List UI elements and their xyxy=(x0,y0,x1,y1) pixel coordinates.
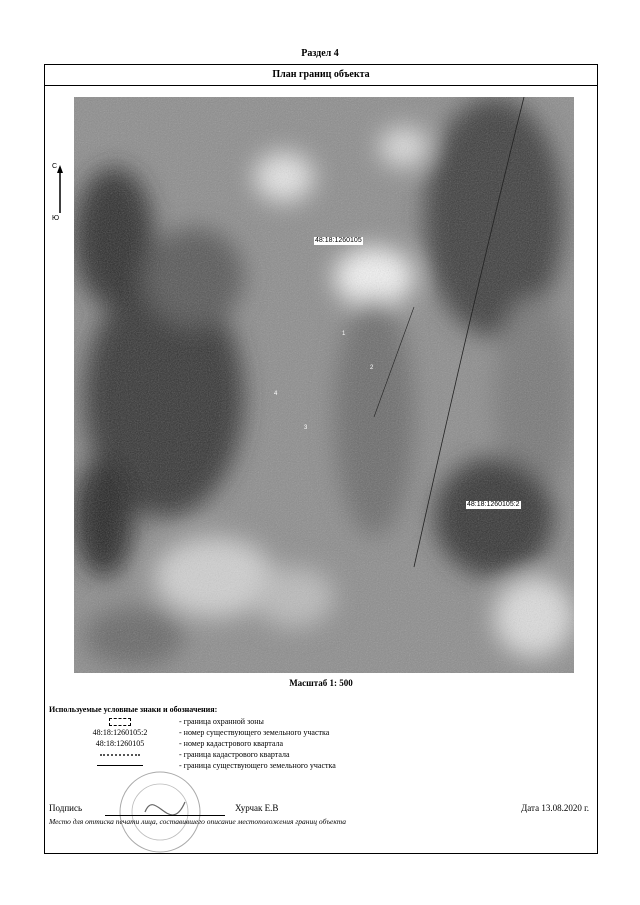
solid-line-icon xyxy=(97,765,143,766)
point-label: 1 xyxy=(342,331,346,337)
legend-item: - граница охранной зоны xyxy=(65,717,264,726)
point-label: 3 xyxy=(304,425,308,431)
north-label: С xyxy=(52,163,58,170)
legend-item: 48:18:1260105 - номер кадастрового квартала xyxy=(95,739,284,748)
signer-name: Хурчак Е.В xyxy=(235,803,279,813)
document-frame xyxy=(44,64,598,854)
page-title: План границ объекта xyxy=(45,65,597,86)
dotted-line-icon xyxy=(100,754,140,756)
point-label: 4 xyxy=(274,391,278,397)
map-scale: Масштаб 1: 500 xyxy=(289,678,353,688)
legend-title: Используемые условные знаки и обозначения: xyxy=(49,705,218,714)
stamp-note: Место для оттиска печати лица, составившего описание местоположения границ объекта xyxy=(49,817,347,826)
arrow-icon xyxy=(52,163,66,233)
legend-item: 48:18:1260105:2 - номер существующего земельного участка xyxy=(92,728,330,737)
map-image xyxy=(74,97,574,673)
south-label: Ю xyxy=(52,215,60,222)
legend-item: - граница кадастрового квартала xyxy=(65,750,290,759)
point-label: 2 xyxy=(370,365,374,371)
parcel-label: 48:18:1260105:2 xyxy=(467,501,520,508)
legend-item: - граница существующего земельного участка xyxy=(65,761,336,770)
section-title: Раздел 4 xyxy=(301,48,339,59)
quarter-label: 48:18:1260105 xyxy=(315,237,362,244)
signature-date: Дата 13.08.2020 г. xyxy=(521,803,589,813)
dashed-box-icon xyxy=(109,718,131,726)
seal-stamp-icon xyxy=(115,767,205,857)
signature-line xyxy=(105,815,225,816)
north-arrow xyxy=(52,163,66,233)
satellite-map xyxy=(74,97,574,673)
signature-label: Подпись xyxy=(49,803,83,813)
